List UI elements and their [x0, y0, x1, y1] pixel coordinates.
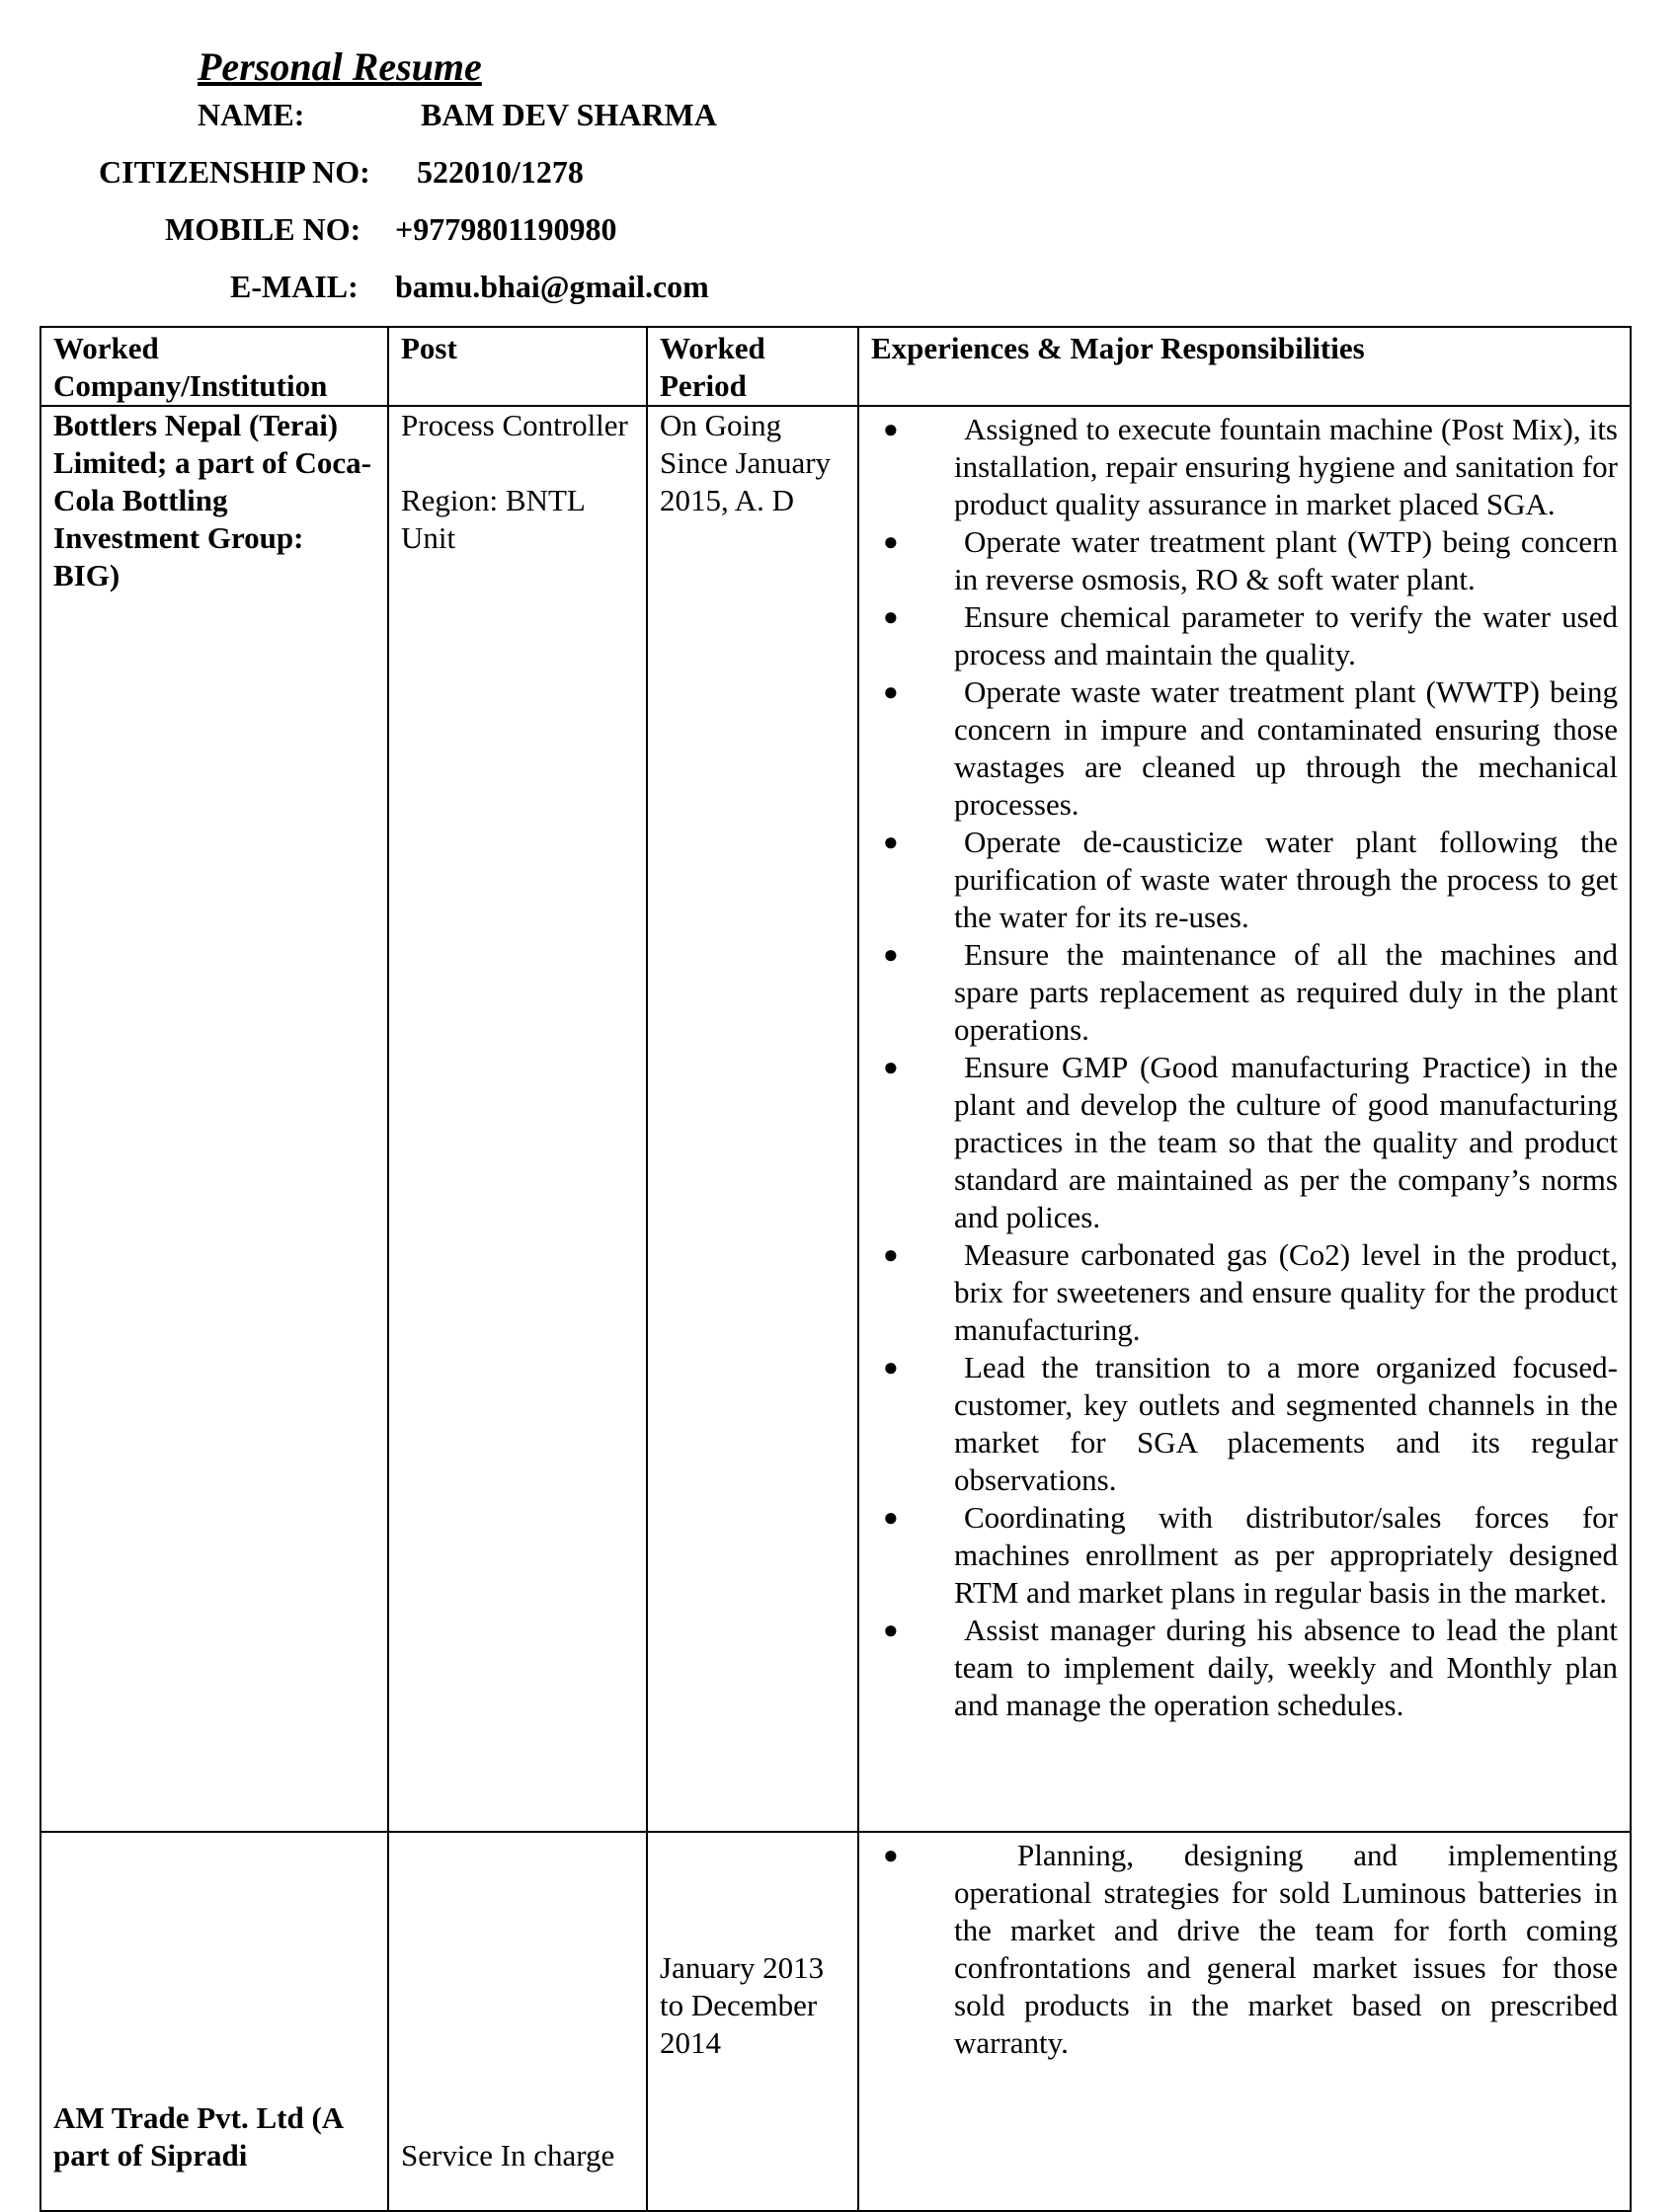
responsibility-list [871, 411, 1618, 1724]
experience-table [40, 326, 1632, 2212]
list-item: ● Coordinating with distributor/sales forces for machines enrollment as per appropriately designed RTM and market plans in regular basis in the market. [883, 1500, 1618, 1610]
list-item: ● Operate water treatment plant (WTP) being concern in reverse osmosis, RO & soft water plant. [883, 524, 1618, 596]
bullet-icon: ● [883, 415, 899, 443]
list-item: ● Planning, designing and implementing operational strategies for sold Luminous batteries in the market and drive the team for forth coming confrontations and general market issues for those sold products in the market based on prescribed warranty. [883, 1838, 1618, 2060]
list-item: ● Ensure chemical parameter to verify the water used process and maintain the quality. [883, 599, 1618, 672]
bullet-icon: ● [883, 1053, 899, 1081]
bullet-icon: ● [883, 527, 899, 556]
citizenship-label: CITIZENSHIP NO: [99, 154, 370, 190]
table-row [40, 1832, 1631, 2211]
email-value: bamu.bhai@gmail.com [395, 269, 709, 304]
list-item: ● Lead the transition to a more organized focused-customer, key outlets and segmented channels in the market for SGA placements and its regular observations. [883, 1350, 1618, 1497]
bullet-icon: ● [883, 677, 899, 706]
header-period: Worked Period [647, 327, 858, 406]
bullet-icon: ● [883, 1616, 899, 1644]
post-title: Process Controller [401, 408, 628, 442]
header-experience: Experiences & Major Responsibilities [858, 327, 1631, 406]
table-row [40, 406, 1631, 1832]
list-item: ● Measure carbonated gas (Co2) level in the product, brix for sweeteners and ensure quality for the product manufacturing. [883, 1237, 1618, 1347]
post-cell [388, 406, 647, 1832]
bullet-icon: ● [883, 1353, 899, 1382]
responsibilities-cell [858, 1832, 1631, 2211]
list-item: ● Operate waste water treatment plant (WWTP) being concern in impure and contaminated ensuring those wastages are cleaned up through the mechanical processes. [883, 674, 1618, 822]
header-company: Worked Company/Institution [40, 327, 388, 406]
bullet-icon: ● [883, 602, 899, 631]
company-cell: Bottlers Nepal (Terai) Limited; a part of Coca-Cola Bottling Investment Group: BIG) [40, 406, 388, 1832]
post-region: Region: BNTL Unit [401, 483, 585, 555]
header-post: Post [388, 327, 647, 406]
list-item: ● Ensure the maintenance of all the machines and spare parts replacement as required duly in the plant operations. [883, 937, 1618, 1047]
bullet-icon: ● [883, 1841, 899, 1869]
list-item: ● Assigned to execute fountain machine (Post Mix), its installation, repair ensuring hygiene and sanitation for product quality assurance in market placed SGA. [883, 412, 1618, 521]
citizenship-value: 522010/1278 [417, 154, 584, 190]
mobile-value: +9779801190980 [395, 211, 617, 247]
name-label: NAME: [198, 97, 305, 132]
mobile-label: MOBILE NO: [165, 211, 361, 247]
bullet-icon: ● [883, 1503, 899, 1532]
post-cell: Service In charge [388, 1832, 647, 2211]
company-cell: AM Trade Pvt. Ltd (A part of Sipradi [40, 1832, 388, 2211]
list-item: ● Assist manager during his absence to lead the plant team to implement daily, weekly and Monthly plan and manage the operation schedules. [883, 1613, 1618, 1722]
email-label: E-MAIL: [230, 269, 359, 304]
bullet-icon: ● [883, 828, 899, 856]
period-cell: On Going Since January 2015, A. D [647, 406, 858, 1832]
page-title: Personal Resume [198, 44, 482, 89]
list-item: ● Operate de-causticize water plant following the purification of waste water through the process to get the water for its re-uses. [883, 825, 1618, 934]
list-item: ● Ensure GMP (Good manufacturing Practice) in the plant and develop the culture of good manufacturing practices in the team so that the quality and product standard are maintained as per the company’s norms and polices. [883, 1050, 1618, 1234]
table-header-row [40, 327, 1631, 406]
responsibility-list [871, 1837, 1618, 2062]
bullet-icon: ● [883, 940, 899, 969]
responsibilities-cell [858, 406, 1631, 1832]
period-cell: January 2013 to December 2014 [647, 1832, 858, 2211]
bullet-icon: ● [883, 1240, 899, 1269]
name-value: BAM DEV SHARMA [421, 97, 717, 132]
